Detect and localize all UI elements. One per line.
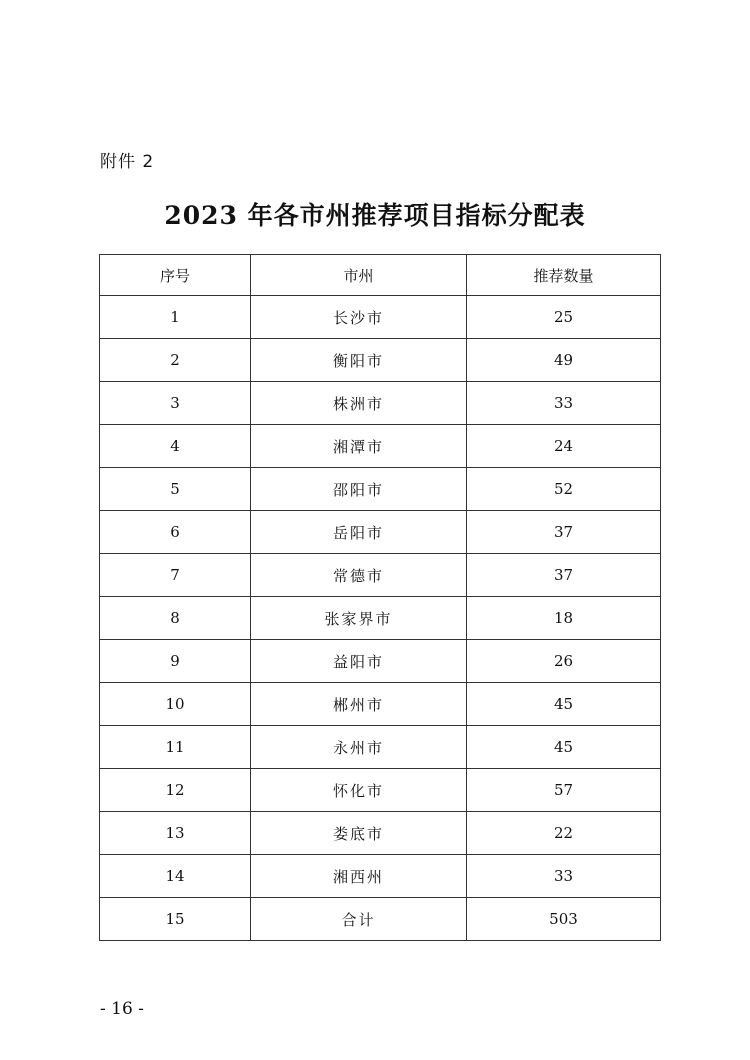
row-index-cell: 11: [100, 726, 251, 769]
count-cell: 45: [467, 726, 661, 769]
row-index-cell: 4: [100, 425, 251, 468]
row-index-cell: 2: [100, 339, 251, 382]
total-count-cell: 503: [467, 898, 661, 941]
table-row: [100, 769, 661, 812]
column-header-count: 推荐数量: [467, 255, 661, 296]
table-row: [100, 511, 661, 554]
row-index-cell: 14: [100, 855, 251, 898]
city-cell: 湘潭市: [251, 425, 467, 468]
row-index-cell: 12: [100, 769, 251, 812]
row-index-cell: 15: [100, 898, 251, 941]
table-body: [100, 296, 661, 941]
city-cell: 常德市: [251, 554, 467, 597]
count-cell: 24: [467, 425, 661, 468]
table-total-row: [100, 898, 661, 941]
city-cell: 长沙市: [251, 296, 467, 339]
city-cell: 郴州市: [251, 683, 467, 726]
total-label-cell: 合计: [251, 898, 467, 941]
count-cell: 26: [467, 640, 661, 683]
city-cell: 怀化市: [251, 769, 467, 812]
city-cell: 娄底市: [251, 812, 467, 855]
table-row: [100, 726, 661, 769]
table-row: [100, 640, 661, 683]
count-cell: 57: [467, 769, 661, 812]
row-index-cell: 5: [100, 468, 251, 511]
count-cell: 45: [467, 683, 661, 726]
row-index-cell: 1: [100, 296, 251, 339]
city-cell: 岳阳市: [251, 511, 467, 554]
count-cell: 37: [467, 511, 661, 554]
attachment-label: 附件 2: [100, 152, 155, 172]
row-index-cell: 8: [100, 597, 251, 640]
table-row: [100, 597, 661, 640]
column-header-city: 市州: [251, 255, 467, 296]
city-cell: 衡阳市: [251, 339, 467, 382]
table-row: [100, 339, 661, 382]
table-row: [100, 468, 661, 511]
row-index-cell: 7: [100, 554, 251, 597]
table-row: [100, 554, 661, 597]
city-cell: 张家界市: [251, 597, 467, 640]
count-cell: 49: [467, 339, 661, 382]
column-header-index: 序号: [100, 255, 251, 296]
row-index-cell: 3: [100, 382, 251, 425]
count-cell: 52: [467, 468, 661, 511]
document-title: 2023 年各市州推荐项目指标分配表: [164, 201, 586, 230]
city-cell: 益阳市: [251, 640, 467, 683]
count-cell: 22: [467, 812, 661, 855]
table-row: [100, 425, 661, 468]
row-index-cell: 13: [100, 812, 251, 855]
count-cell: 33: [467, 382, 661, 425]
row-index-cell: 9: [100, 640, 251, 683]
count-cell: 37: [467, 554, 661, 597]
row-index-cell: 6: [100, 511, 251, 554]
row-index-cell: 10: [100, 683, 251, 726]
table-header-row: [100, 255, 661, 296]
city-cell: 邵阳市: [251, 468, 467, 511]
table-row: [100, 683, 661, 726]
table-row: [100, 382, 661, 425]
table-row: [100, 296, 661, 339]
table-row: [100, 812, 661, 855]
table-row: [100, 855, 661, 898]
city-cell: 永州市: [251, 726, 467, 769]
count-cell: 18: [467, 597, 661, 640]
allocation-table: [99, 254, 661, 941]
city-cell: 湘西州: [251, 855, 467, 898]
city-cell: 株洲市: [251, 382, 467, 425]
count-cell: 25: [467, 296, 661, 339]
count-cell: 33: [467, 855, 661, 898]
page-number: - 16 -: [100, 999, 144, 1019]
